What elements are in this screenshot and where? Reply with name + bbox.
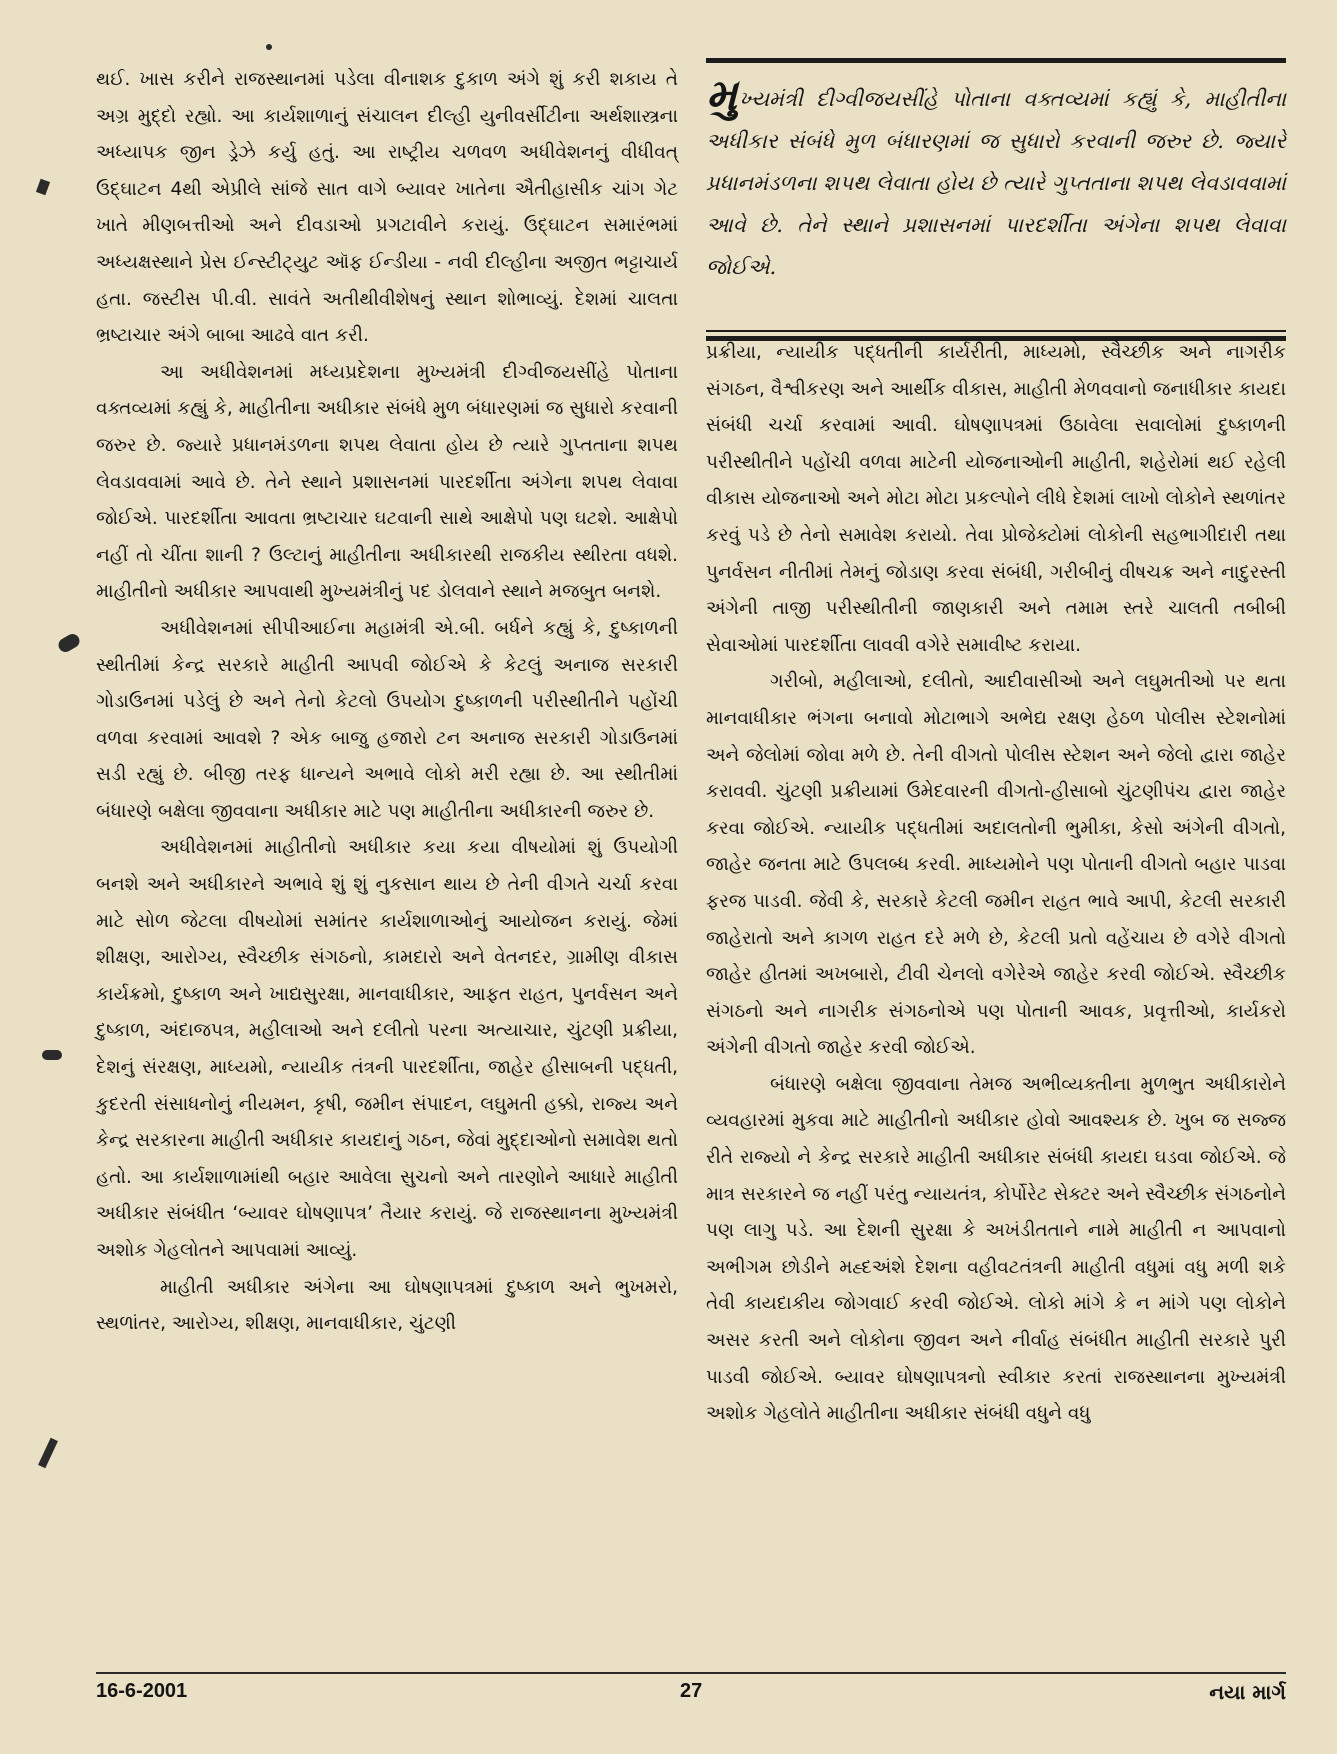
- quote-dropcap: મુ: [706, 70, 738, 121]
- left-paragraph-2: આ અધીવેશનમાં મધ્યપ્રદેશના મુખ્યમંત્રી દીગ્વીજયસીંહે પોતાના વક્તવ્યમાં કહ્યું કે, માહીતીના અધીકાર સંબંધે મુળ બંધારણમાં જ સુધારો કરવાની જરુર છે. જ્યારે પ્રધાનમંડળના શપથ લેવાતા હોય છે ત્યારે ગુપ્તતાના શપથ લેવડાવવામાં આવે છે. તેને સ્થાને પ્રશાસનમાં પારદર્શીતા અંગેના શપથ લેવાવા જોઈએ. પારદર્શીતા આવતા ભ્રષ્ટાચાર ઘટવાની સાથે આક્ષેપો પણ ઘટશે. આક્ષેપો નહીં તો ચીંતા શાની ? ઉલ્ટાનું માહીતીના અધીકારથી રાજકીય સ્થીરતા વધશે. માહીતીનો અધીકાર આપવાથી મુખ્યમંત્રીનું પદ ડોલવાને સ્થાને મજબુત બનશે.: [96, 361, 678, 603]
- quote-top-rule: [706, 58, 1286, 63]
- margin-mark: [36, 179, 50, 196]
- pull-quote-text: [706, 70, 1286, 288]
- issue-date: 16-6-2001: [96, 1680, 188, 1702]
- right-paragraph-2: ગરીબો, મહીલાઓ, દલીતો, આદીવાસીઓ અને લઘુમતીઓ પર થતા માનવાધીકાર ભંગના બનાવો મોટાભાગે અભેદ્ય રક્ષણ હેઠળ પોલીસ સ્ટેશનોમાં અને જેલોમાં જોવા મળે છે. તેની વીગતો પોલીસ સ્ટેશન અને જેલો દ્વારા જાહેર કરાવવી. ચુંટણી પ્રક્રીયામાં ઉમેદવારની વીગતો-હીસાબો ચુંટણીપંચ દ્વારા જાહેર કરવા જોઈએ. ન્યાયીક પદ્ધતીમાં અદાલતોની ભુમીકા, કેસો અંગેની વીગતો, જાહેર જનતા માટે ઉપલબ્ધ કરવી. માધ્યમોને પણ પોતાની વીગતો બહાર પાડવા ફરજ પાડવી. જેવી કે, સરકારે કેટલી જમીન રાહત ભાવે આપી, કેટલી સરકારી જાહેરાતો અને કાગળ રાહત દરે મળે છે, કેટલી પ્રતો વહેંચાય છે વગેરે વીગતો જાહેર હીતમાં અખબારો, ટીવી ચેનલો વગેરેએ જાહેર કરવી જોઈએ. સ્વૈચ્છીક સંગઠનો અને નાગરીક સંગઠનોએ પણ પોતાની આવક, પ્રવૃત્તીઓ, કાર્યકરો અંગેની વીગતો જાહેર કરવી જોઈએ.: [706, 671, 1286, 1059]
- quote-body: ખ્યમંત્રી દીગ્વીજયસીંહે પોતાના વક્તવ્યમાં કહ્યું કે, માહીતીના અધીકાર સંબંધે મુળ બંધારણમાં જ સુધારો કરવાની જરુર છે. જ્યારે પ્રધાનમંડળના શપથ લેવાતા હોય છે ત્યારે ગુપ્તતાના શપથ લેવડાવવામાં આવે છે. તેને સ્થાને પ્રશાસનમાં પારદર્શીતા અંગેના શપથ લેવાવા જોઈએ.: [706, 87, 1286, 279]
- quote-bottom-rule-thin: [706, 330, 1286, 332]
- margin-mark: [42, 1050, 62, 1060]
- left-paragraph-1: થઈ. ખાસ કરીને રાજસ્થાનમાં પડેલા વીનાશક દુકાળ અંગે શું કરી શકાય તે અગ્ર મુદ્દો રહ્યો. આ કાર્યશાળાનું સંચાલન દીલ્હી યુનીવર્સીટીના અર્થશાસ્ત્રના અધ્યાપક જીન ડ્રેઝે કર્યુ હતું. આ રાષ્ટ્રીય ચળવળ અધીવેશનનું વીધીવત્ ઉદ્ઘાટન 4થી એપ્રીલે સાંજે સાત વાગે બ્યાવર ખાતેના ઐતીહાસીક ચાંગ ગેટ ખાતે મીણબત્તીઓ અને દીવડાઓ પ્રગટાવીને કરાયું. ઉદ્ઘાટન સમારંભમાં અધ્યક્ષસ્થાને પ્રેસ ઈન્સ્ટીટ્યુટ ઑફ ઈન્ડીયા - નવી દીલ્હીના અજીત ભટ્ટાચાર્ય હતા. જસ્ટીસ પી.વી. સાવંતે અતીથીવીશેષનું સ્થાન શોભાવ્યું. દેશમાં ચાલતા ભ્રષ્ટાચાર અંગે બાબા આઢવે વાત કરી.: [96, 69, 678, 347]
- left-paragraph-4: અધીવેશનમાં માહીતીનો અધીકાર કયા કયા વીષયોમાં શું ઉપયોગી બનશે અને અધીકારને અભાવે શું શું નુકસાન થાય છે તેની વીગતે ચર્ચા કરવા માટે સોળ જેટલા વીષયોમાં સમાંતર કાર્યશાળાઓનું આયોજન કરાયું. જેમાં શીક્ષણ, આરોગ્ય, સ્વૈચ્છીક સંગઠનો, કામદારો અને વેતનદર, ગ્રામીણ વીકાસ કાર્યક્રમો, દુષ્કાળ અને ખાદ્યસુરક્ષા, માનવાધીકાર, આફત રાહત, પુનર્વસન અને દુષ્કાળ, અંદાજપત્ર, મહીલાઓ અને દલીતો પરના અત્યાચાર, ચુંટણી પ્રક્રીયા, દેશનું સંરક્ષણ, માધ્યમો, ન્યાયીક તંત્રની પારદર્શીતા, જાહેર હીસાબની પદ્ધતી, કુદરતી સંસાધનોનું નીયમન, કૃષી, જમીન સંપાદન, લઘુમતી હક્કો, રાજ્ય અને કેન્દ્ર સરકારના માહીતી અધીકાર કાયદાનું ગઠન, જેવાં મુદ્દાઓનો સમાવેશ થતો હતો. આ કાર્યશાળામાંથી બહાર આવેલા સુચનો અને તારણોને આધારે માહીતી અધીકાર સંબંધીત ‘બ્યાવર ઘોષણાપત્ર’ તૈયાર કરાયું. જે રાજસ્થાનના મુખ્યમંત્રી અશોક ગેહલોતને આપવામાં આવ્યું.: [96, 837, 678, 1261]
- right-paragraph-1: પ્રક્રીયા, ન્યાયીક પદ્ધતીની કાર્યરીતી, માધ્યમો, સ્વૈચ્છીક અને નાગરીક સંગઠન, વૈશ્વીકરણ અને આર્થીક વીકાસ, માહીતી મેળવવાનો જનાધીકાર કાયદા સંબંધી ચર્ચા કરવામાં આવી. ઘોષણાપત્રમાં ઉઠાવેલા સવાલોમાં દુષ્કાળની પરીસ્થીતીને પહોંચી વળવા માટેની યોજનાઓની માહીતી, શહેરોમાં થઈ રહેલી વીકાસ યોજનાઓ અને મોટા મોટા પ્રકલ્પોને લીધે દેશમાં લાખો લોકોને સ્થળાંતર કરવું પડે છે તેનો સમાવેશ કરાયો. તેવા પ્રોજેક્ટોમાં લોકોની સહભાગીદારી તથા પુનર્વસન નીતીમાં તેમનું જોડાણ કરવા સંબંધી, ગરીબીનું વીષચક્ર અને નાદુરસ્તી અંગેની તાજી પરીસ્થીતીની જાણકારી અને તમામ સ્તરે ચાલતી તબીબી સેવાઓમાં પારદર્શીતા લાવવી વગેરે સમાવીષ્ટ કરાયા.: [706, 342, 1286, 656]
- footer-rule: [96, 1672, 1286, 1674]
- right-column: [706, 335, 1286, 1433]
- left-paragraph-3: અધીવેશનમાં સીપીઆઈના મહામંત્રી એ.બી. બર્ધને કહ્યું કે, દુષ્કાળની સ્થીતીમાં કેન્દ્ર સરકારે માહીતી આપવી જોઈએ કે કેટલું અનાજ સરકારી ગોડાઉનમાં પડેલું છે અને તેનો કેટલો ઉપયોગ દુષ્કાળની પરીસ્થીતીને પહોંચી વળવા કરવામાં આવશે ? એક બાજુ હજારો ટન અનાજ સરકારી ગોડાઉનમાં સડી રહ્યું છે. બીજી તરફ ધાન્યને અભાવે લોકો મરી રહ્યા છે. આ સ્થીતીમાં બંધારણે બક્ષેલા જીવવાના અધીકાર માટે પણ માહીતીના અધીકારની જરુર છે.: [96, 617, 678, 822]
- left-column: [96, 62, 678, 1343]
- left-paragraph-5: માહીતી અધીકાર અંગેના આ ઘોષણાપત્રમાં દુષ્કાળ અને ભુખમરો, સ્થળાંતર, આરોગ્ય, શીક્ષણ, માનવાધીકાર, ચુંટણી: [96, 1276, 678, 1335]
- pull-quote: [706, 58, 1286, 358]
- right-paragraph-3: બંધારણે બક્ષેલા જીવવાના તેમજ અભીવ્યક્તીના મુળભુત અધીકારોને વ્યવહારમાં મુકવા માટે માહીતીનો અધીકાર હોવો આવશ્યક છે. ખુબ જ સજ્જ રીતે રાજ્યો ને કેન્દ્ર સરકારે માહીતી અધીકાર સંબંધી કાયદા ઘડવા જોઈએ. જે માત્ર સરકારને જ નહીં પરંતુ ન્યાયતંત્ર, કોર્પોરેટ સેક્ટર અને સ્વૈચ્છીક સંગઠનોને પણ લાગુ પડે. આ દેશની સુરક્ષા કે અખંડીતતાને નામે માહીતી ન આપવાનો અભીગમ છોડીને મહ્દઅંશે દેશના વહીવટતંત્રની માહીતી વધુમાં વધુ મળી શકે તેવી કાયદાકીય જોગવાઈ કરવી જોઈએ. લોકો માંગે કે ન માંગે પણ લોકોને અસર કરતી અને લોકોના જીવન અને નીર્વાહ સંબંધીત માહીતી સરકારે પુરી પાડવી જોઈએ. બ્યાવર ઘોષણાપત્રનો સ્વીકાર કરતાં રાજસ્થાનના મુખ્યમંત્રી અશોક ગેહલોતે માહીતીના અધીકાર સંબંધી વધુને વધુ: [706, 1073, 1286, 1425]
- margin-mark: [56, 631, 82, 654]
- publication-name: નયા માર્ગ: [1209, 1680, 1286, 1704]
- page-number: 27: [680, 1680, 703, 1702]
- margin-mark: [38, 1438, 58, 1469]
- margin-mark: [266, 44, 272, 50]
